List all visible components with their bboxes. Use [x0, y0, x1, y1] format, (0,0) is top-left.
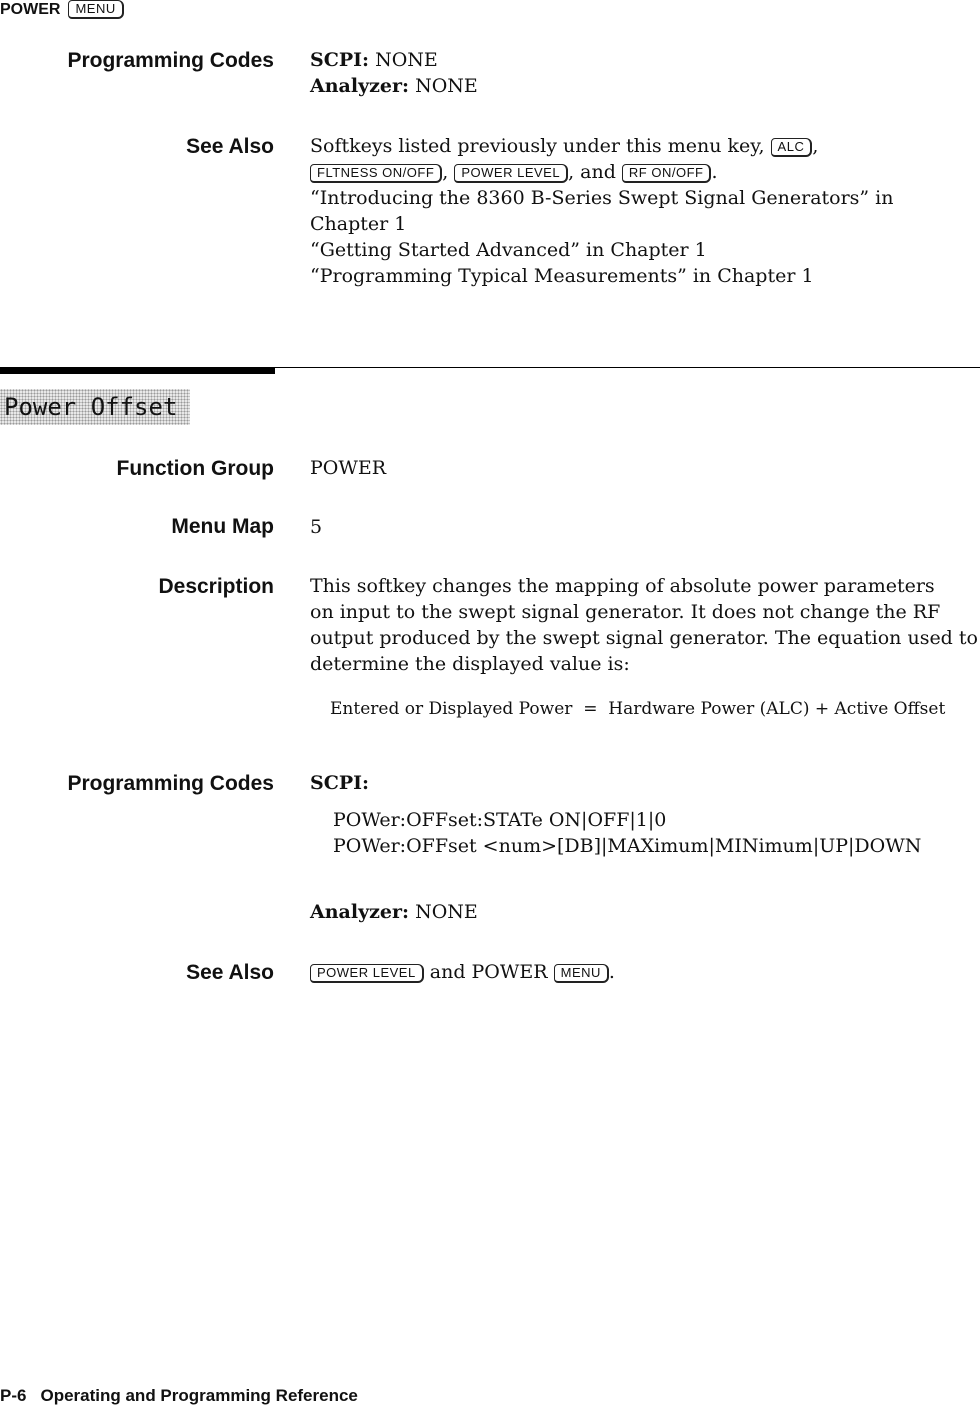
menu-key: MENU: [554, 964, 609, 983]
analyzer-label: Analyzer:: [310, 75, 410, 97]
menu-map-heading: Menu Map: [171, 515, 274, 538]
programming-codes-body: [310, 47, 980, 99]
reference-line: “Getting Started Advanced” in Chapter 1: [310, 239, 707, 261]
alc-key: ALC: [771, 138, 813, 157]
section-divider-thick: [0, 367, 275, 374]
see-also-text: Softkeys listed previously under this menu key,: [310, 135, 765, 157]
power-level-key: POWER LEVEL: [454, 164, 568, 183]
page-footer: [0, 1386, 358, 1406]
function-group-value: POWER: [310, 457, 387, 479]
menu-key: MENU: [68, 0, 123, 19]
header-label: POWER: [0, 0, 61, 18]
reference-line: “Introducing the 8360 B-Series Swept Signal Generators” in: [310, 187, 894, 209]
reference-line: “Programming Typical Measurements” in Chapter 1: [310, 265, 814, 287]
programming-codes-heading: Programming Codes: [67, 49, 274, 72]
power-equation: Entered or Displayed Power = Hardware Power (ALC) + Active Offset: [330, 699, 946, 719]
description-line: output produced by the swept signal generator. The equation used to: [310, 627, 978, 649]
analyzer-value: NONE: [415, 901, 478, 923]
fltness-key: FLTNESS ON/OFF: [310, 164, 442, 183]
see-also-body: POWER LEVEL and POWER MENU .: [310, 959, 980, 985]
programming-codes-heading: Programming Codes: [67, 772, 274, 795]
description-heading: Description: [158, 575, 274, 598]
power-level-key: POWER LEVEL: [310, 964, 424, 983]
description-body: [310, 573, 980, 677]
scpi-label: SCPI:: [310, 49, 370, 71]
description-line: on input to the swept signal generator. It does not change the RF: [310, 601, 941, 623]
footer-title: Operating and Programming Reference: [40, 1386, 358, 1405]
analyzer-line: [310, 899, 980, 925]
softkey-title: Power Offset: [0, 389, 190, 425]
scpi-value: NONE: [375, 49, 438, 71]
scpi-command: POWer:OFFset <num>[DB]|MAXimum|MINimum|UP|DOWN: [333, 835, 922, 857]
rf-key: RF ON/OFF: [622, 164, 712, 183]
see-also-heading: See Also: [186, 135, 274, 158]
description-line: determine the displayed value is:: [310, 653, 630, 675]
description-line: This softkey changes the mapping of absolute power parameters: [310, 575, 935, 597]
analyzer-value: NONE: [415, 75, 478, 97]
analyzer-label: Analyzer:: [310, 901, 410, 923]
function-group-heading: Function Group: [116, 457, 274, 480]
see-also-text: and POWER: [429, 961, 548, 983]
menu-map-value: 5: [310, 516, 323, 538]
scpi-command: POWer:OFFset:STATe ON|OFF|1|0: [333, 809, 667, 831]
see-also-body: Softkeys listed previously under this menu key, ALC , FLTNESS ON/OFF , POWER LEVEL , and RF ON/OFF . “Introducing the 8360 B-Series Swept Signal Generators” in Chapter 1 “Getting Started Advanced” in Chapter 1 “Programming Typical Measurements” in Chapter 1: [310, 133, 980, 289]
section-divider-thin: [275, 367, 980, 368]
reference-line: Chapter 1: [310, 213, 407, 235]
and-text: , and: [568, 161, 616, 183]
running-header: [0, 0, 124, 19]
scpi-label: SCPI:: [310, 772, 370, 794]
see-also-heading: See Also: [186, 961, 274, 984]
page-number: P-6: [0, 1386, 27, 1405]
